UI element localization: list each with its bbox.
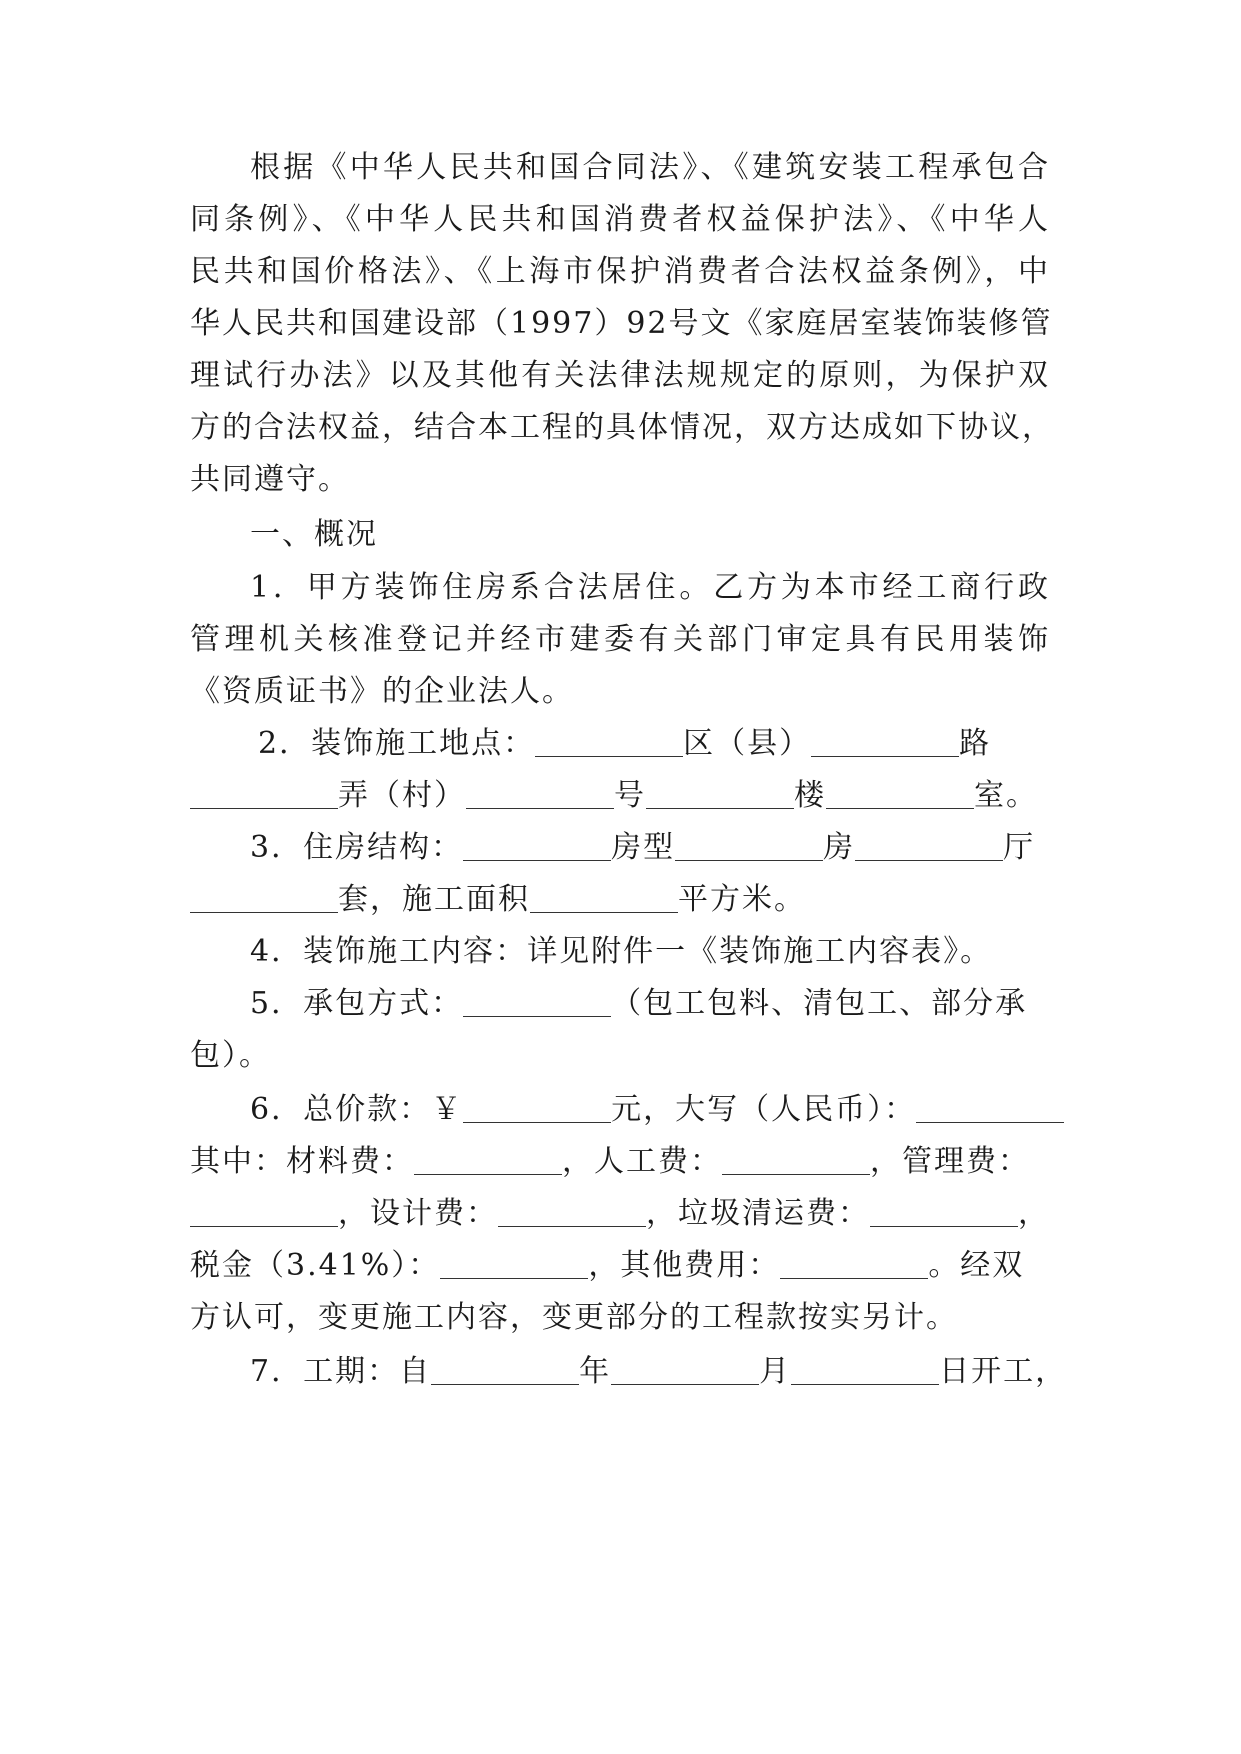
item2-prefix: 2．装饰施工地点： xyxy=(258,726,536,761)
intro-line-7: 共同遵守。 xyxy=(190,462,350,497)
item6-agree-label: 。经双 xyxy=(928,1248,1025,1283)
building-field[interactable] xyxy=(646,778,794,809)
tax-field[interactable] xyxy=(440,1248,588,1279)
item7-line-1 xyxy=(250,1352,1068,1392)
item6-garbage-label: ，垃圾清运费： xyxy=(646,1196,870,1231)
item5-options: （包工包料、清包工、部分承 xyxy=(611,986,1028,1021)
item2-room-label: 室。 xyxy=(974,778,1038,813)
item6-management-label: ，管理费： xyxy=(870,1144,1030,1179)
item3-halls-label: 厅 xyxy=(1003,830,1036,865)
start-day-field[interactable] xyxy=(791,1354,939,1385)
item3-sets-label: 套，施工面积 xyxy=(338,882,530,917)
total-price-words-field[interactable] xyxy=(916,1092,1064,1123)
item3-line-2 xyxy=(190,880,1050,920)
rooms-field[interactable] xyxy=(855,830,1003,861)
item1-line-2: 管理机关核准登记并经市建委有关部门审定具有民用装饰 xyxy=(190,622,1050,657)
item5-prefix: 5．承包方式： xyxy=(250,986,464,1021)
intro-line-6: 方的合法权益，结合本工程的具体情况，双方达成如下协议， xyxy=(190,410,1054,445)
house-type-field[interactable] xyxy=(675,830,823,861)
structure-field[interactable] xyxy=(463,830,611,861)
item3-house-type-label: 房型 xyxy=(611,830,676,865)
road-field[interactable] xyxy=(811,726,959,757)
item6-line-4 xyxy=(190,1246,1050,1286)
lane-field[interactable] xyxy=(190,778,338,809)
material-fee-field[interactable] xyxy=(414,1144,562,1175)
intro-line-3: 民共和国价格法》、《上海市保护消费者合法权益条例》，中 xyxy=(190,254,1050,289)
item6-line-3 xyxy=(190,1194,1050,1234)
item5-line-2: 包）。 xyxy=(190,1038,271,1073)
item7-prefix: 7．工期：自 xyxy=(250,1354,432,1389)
item1-line-1: 1．甲方装饰住房系合法居住。乙方为本市经工商行政 xyxy=(250,570,1050,605)
item6-yuan-label: 元，大写（人民币）： xyxy=(611,1092,917,1127)
item2-road-label: 路 xyxy=(959,726,992,761)
start-month-field[interactable] xyxy=(611,1354,759,1385)
item3-prefix: 3．住房结构： xyxy=(250,830,464,865)
contract-mode-field[interactable] xyxy=(463,986,611,1017)
total-price-field[interactable] xyxy=(463,1092,611,1123)
intro-line-1: 根据《中华人民共和国合同法》、《建筑安装工程承包合 xyxy=(250,150,1050,185)
item6-comma: ， xyxy=(1018,1196,1050,1231)
room-field[interactable] xyxy=(826,778,974,809)
item6-tax-label: 税金（3.41%）： xyxy=(190,1248,441,1283)
item6-labor-label: ，人工费： xyxy=(562,1144,722,1179)
item2-district-label: 区（县） xyxy=(683,726,812,761)
halls-field[interactable] xyxy=(190,882,338,913)
item6-prefix: 6．总价款：￥ xyxy=(250,1092,464,1127)
item2-line-1 xyxy=(258,724,1050,764)
item2-building-label: 楼 xyxy=(794,778,826,813)
district-field[interactable] xyxy=(535,726,683,757)
item3-line-1 xyxy=(250,828,1050,868)
item6-material-label: 其中：材料费： xyxy=(190,1144,414,1179)
item4-line: 4．装饰施工内容：详见附件一《装饰施工内容表》。 xyxy=(250,934,993,969)
garbage-fee-field[interactable] xyxy=(870,1196,1018,1227)
item3-rooms-label: 房 xyxy=(823,830,856,865)
intro-line-2: 同条例》、《中华人民共和国消费者权益保护法》、《中华人 xyxy=(190,202,1050,237)
item6-line-5: 方认可，变更施工内容，变更部分的工程款按实另计。 xyxy=(190,1300,958,1335)
item2-line-2 xyxy=(190,776,1050,816)
intro-line-4: 华人民共和国建设部（1997）92号文《家庭居室装饰装修管 xyxy=(190,306,1053,341)
item6-other-label: ，其他费用： xyxy=(588,1248,781,1283)
item7-day-label: 日开工， xyxy=(939,1354,1068,1389)
item3-sqm-label: 平方米。 xyxy=(678,882,806,917)
item6-design-label: ，设计费： xyxy=(338,1196,498,1231)
item2-lane-label: 弄（村） xyxy=(338,778,466,813)
item5-line-1 xyxy=(250,984,1050,1024)
number-field[interactable] xyxy=(466,778,614,809)
item7-year-label: 年 xyxy=(579,1354,612,1389)
intro-line-5: 理试行办法》以及其他有关法律法规规定的原则，为保护双 xyxy=(190,358,1050,393)
start-year-field[interactable] xyxy=(431,1354,579,1385)
labor-fee-field[interactable] xyxy=(722,1144,870,1175)
area-field[interactable] xyxy=(530,882,678,913)
section-heading-overview: 一、概况 xyxy=(250,517,378,552)
other-fee-field[interactable] xyxy=(780,1248,928,1279)
item1-line-3: 《资质证书》的企业法人。 xyxy=(190,674,574,709)
item6-line-1 xyxy=(250,1090,1050,1130)
item7-month-label: 月 xyxy=(759,1354,792,1389)
item6-line-2 xyxy=(190,1142,1050,1182)
management-fee-field[interactable] xyxy=(190,1196,338,1227)
item2-number-label: 号 xyxy=(614,778,646,813)
design-fee-field[interactable] xyxy=(498,1196,646,1227)
